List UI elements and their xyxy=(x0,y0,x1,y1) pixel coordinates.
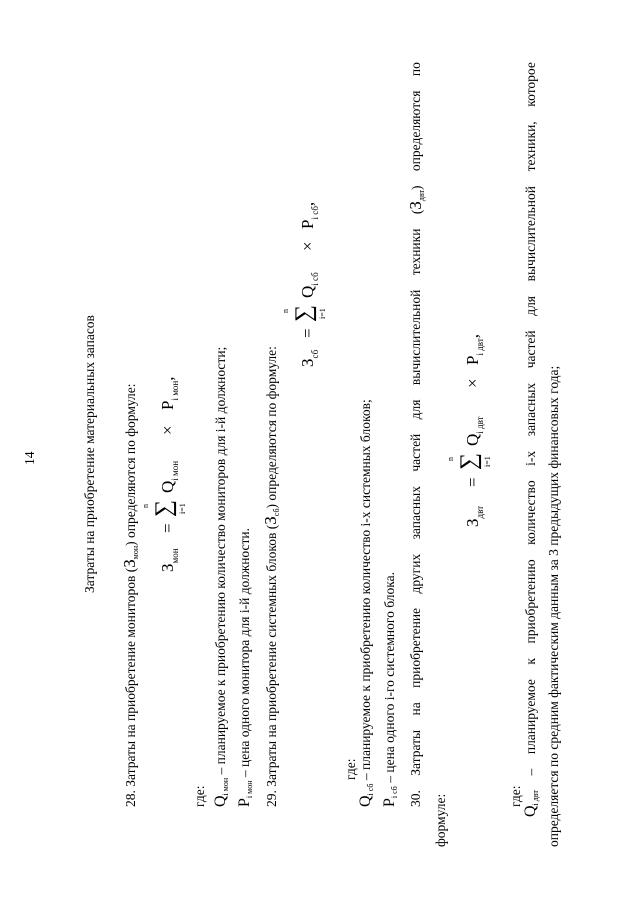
item-28-def-p: $P_{i мон}$ – цена одного монитора для i-й должности. xyxy=(236,528,254,807)
item-29-intro: 29. Затраты на приобретение системных блоков $(З_{сб})$ определяются по формуле: xyxy=(261,346,281,807)
sum-sign: ∑ xyxy=(151,499,177,517)
sum-sign: ∑ xyxy=(291,304,317,322)
item-29-def-q: $Q_{i сб}$ – планируемое к приобретению количество i-х системных блоков; xyxy=(357,399,375,807)
item-30-def-cont: определяется по средним фактическим данным за 3 предыдущих финансовых года; xyxy=(546,365,561,847)
item-28-where: где: xyxy=(192,785,207,807)
page-number: 14 xyxy=(22,451,37,465)
section-title: Затраты на приобретение материальных запасов xyxy=(82,315,97,593)
item-28-def-q: $Q_{i мон}$ – планируемое к приобретению количество мониторов для i-й должности; xyxy=(212,346,230,807)
sum-sign: ∑ xyxy=(456,452,482,470)
item-30-def-q: $Q_{i двт}$ – планируемое к приобретению количество i-х запасных частей для вычислительной техники, которое xyxy=(522,62,540,817)
item-29-def-p: $P_{i сб}$ – цена одного i-го системного блока. xyxy=(381,572,399,807)
item-30-intro-cont: формуле: xyxy=(433,793,448,847)
item-28-intro: 28. Затраты на приобретение мониторов $(З_{мон})$ определяются по формуле: xyxy=(120,383,140,807)
item-29-where: где: xyxy=(343,758,358,780)
item-30-intro: 30. Затраты на приобретение других запасных частей для вычислительной техники $(З_{двт})$ определяются по xyxy=(406,62,426,807)
rotated-page: 14 Затраты на приобретение материальных запасов 28. Затраты на приобретение мониторов $(З_{мон})$ определяются по формуле: $З_{мон}$ = n ∑ i=1 $Q_{i мон}$ × $P_{i мон}$, где: $Q_{i мон}$ – планируемое к приобретению количество мониторов для i-й должности; $P_{i мон}$ – цена одного монитора для i-й должности. 29. Затраты на приобретение системных блоков $(З_{сб})$ определяются по формуле: $З_{сб}$ = n ∑ i=1 $Q_{i сб}$ × $P_{i сб}$, где: $Q_{i сб}$ – планируемое к приобретению количество i-х системных блоков; $P_{i сб}$ – цена одного i-го системного блока. 30. Затраты на приобретение других запасных частей для вычислительной техники $(З_{двт})$ определяются по формуле: $З_{двт}$ = n ∑ i=1 $Q_{i двт}$ × $P_{i двт}$, где: $Q_{i двт}$ – планируемое к приобретению количество i-х запасных частей для вычислительной техники, которое определяется по средним фактическим данным за 3 предыдущих финансовых года; xyxy=(22,62,561,847)
item-30-where: где: xyxy=(508,785,523,807)
